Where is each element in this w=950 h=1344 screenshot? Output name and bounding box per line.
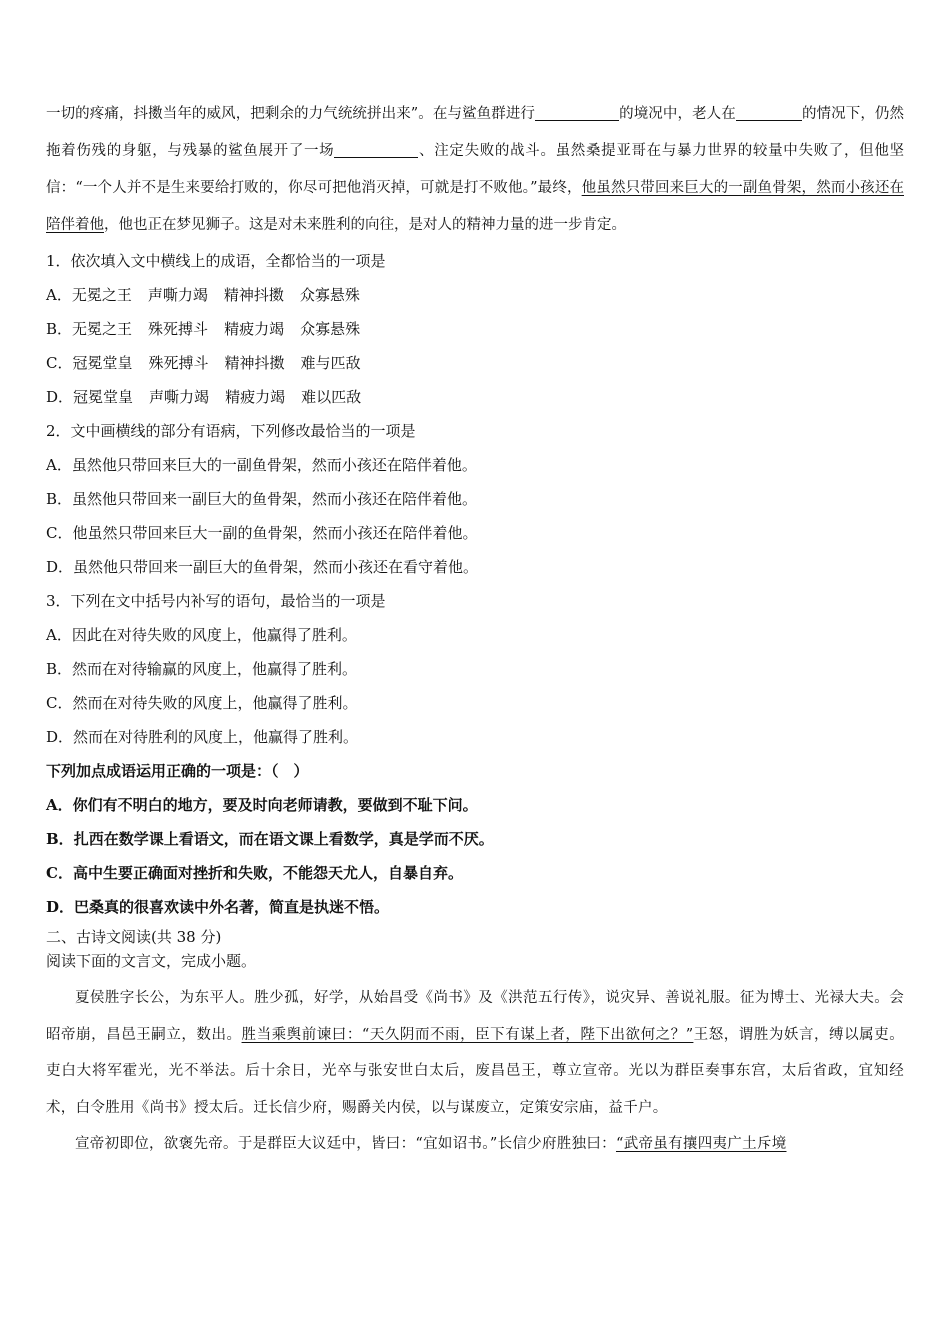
idiom: 殊死搏斗 [148,354,209,372]
underlined-sentence: 胜当乘舆前谏曰：“天久阴而不雨，臣下有谋上者，陛下出欲何之？” [241,1026,694,1043]
q3-option-a[interactable] [46,618,904,652]
q3-option-d[interactable] [46,720,904,754]
option-label: C． [46,354,73,372]
passage-text: 夏侯胜字长公，为东平人。胜少孤，好学，从始昌受《尚书》及《洪范五行传》，说灾异、善说礼服。征为博士、光禄大夫。会昭帝崩，昌邑王嗣立，数出。 [46,990,904,1043]
idiom: 无冕之王 [71,286,132,304]
idiom: 众寡悬殊 [299,286,360,304]
option-text: 因此在对待失败的风度上，他赢得了胜利。 [71,626,357,644]
classical-paragraph-1 [46,980,904,1126]
idiom: 殊死搏斗 [148,320,209,338]
q4-option-b[interactable] [46,822,904,856]
q1-stem: 1．依次填入文中横线上的成语，全都恰当的一项是 [46,252,386,270]
fill-blank-3[interactable] [334,141,418,158]
option-label: D． [46,898,75,916]
passage-text: 宣帝初即位，欲褒先帝。于是群臣大议廷中，皆曰：“宜如诏书。”长信少府胜独曰： [75,1136,616,1152]
option-label: A． [46,796,73,814]
option-label: B． [46,830,74,848]
option-text: 虽然他只带回来巨大的一副鱼骨架，然而小孩还在陪伴着他。 [71,456,477,474]
idiom: 精疲力竭 [225,388,286,406]
option-text: 巴桑真的很喜欢读中外名著，简直是执迷不悟。 [74,898,390,916]
q4-option-c[interactable] [46,856,904,890]
underlined-sentence: 他虽然只带回来巨大的一副鱼骨架，然而小孩还在陪伴着他 [46,180,904,233]
option-text: 虽然他只带回来一副巨大的鱼骨架，然而小孩还在陪伴着他。 [72,490,478,508]
intro-text-1: 一切的疼痛，抖擞当年的威风，把剩余的力气统统拼出来”。在与鲨鱼群进行 [46,106,536,122]
intro-text-3: 的情况下，仍然拖着伤残的身躯，与残暴的鲨鱼展开了一场 [46,106,905,159]
q1-option-b[interactable] [46,312,904,346]
q1-option-d[interactable] [46,380,904,414]
intro-text-4: 、注定失败的战斗。虽然桑提亚哥在与暴力世界的较量中失败了，但他坚信：“一个人并不是生来要给打败的，你尽可把他消灭掉，可就是打不败他。”最终， [46,143,905,196]
q2-option-d[interactable] [46,550,904,584]
option-label: B． [46,490,73,508]
q3-option-b[interactable] [46,652,904,686]
section-instruction: 阅读下面的文言文，完成小题。 [46,952,257,970]
idiom: 冠冕堂皇 [72,354,133,372]
fill-blank-1[interactable] [535,104,619,121]
idiom: 精神抖擞 [223,286,284,304]
passage-text: 王怒，谓胜为妖言，缚以属吏。吏白大将军霍光，光不举法。后十余日，光卒与张安世白太后，废昌邑王，尊立宣帝。光以为群臣奏事东宫，太后省政，宜知经术，白令胜用《尚书》授太后。迁长信少府，赐爵关内侯，以与谋废立，定策安宗庙，益千户。 [46,1026,905,1116]
q2-option-b[interactable] [46,482,904,516]
option-label: A． [46,626,72,644]
q2-option-c[interactable] [46,516,904,550]
option-text: 高中生要正确面对挫折和失败，不能怨天尤人，自暴自弃。 [72,864,463,882]
classical-paragraph-2 [46,1126,904,1163]
idiom: 冠冕堂皇 [73,388,134,406]
option-text: 你们有不明白的地方，要及时向老师请教，要做到不耻下问。 [72,796,478,814]
idiom: 精神抖擞 [224,354,285,372]
q1-option-a[interactable] [46,278,904,312]
idiom: 难以匹敌 [301,388,362,406]
q4-option-a[interactable] [46,788,904,822]
q2-option-a[interactable] [46,448,904,482]
idiom: 声嘶力竭 [147,286,208,304]
q4-option-d[interactable] [46,890,904,924]
underlined-sentence: “武帝虽有攘四夷广土斥境 [615,1136,787,1152]
option-label: D． [46,388,74,406]
option-text: 他虽然只带回来巨大一副的鱼骨架，然而小孩还在陪伴着他。 [72,524,478,542]
option-label: C． [46,694,73,712]
idiom: 精疲力竭 [224,320,285,338]
idiom: 众寡悬殊 [300,320,361,338]
intro-text-2: 的境况中，老人在 [619,106,736,122]
intro-text-5: ，他也正在梦见狮子。这是对未来胜利的向往，是对人的精神力量的进一步肯定。 [104,217,626,233]
q3-stem: 3．下列在文中括号内补写的语句，最恰当的一项是 [46,592,386,610]
option-label: C． [46,524,73,542]
option-text: 然而在对待输赢的风度上，他赢得了胜利。 [72,660,358,678]
idiom: 无冕之王 [72,320,133,338]
q4-stem: 下列加点成语运用正确的一项是：（ ） [46,762,309,780]
intro-paragraph [46,96,904,244]
option-label: D． [46,558,74,576]
fill-blank-2[interactable] [736,104,802,121]
option-text: 扎西在数学课上看语文，而在语文课上看数学，真是学而不厌。 [73,830,494,848]
option-label: B． [46,660,73,678]
section-title: 二、古诗文阅读(共 38 分) [46,928,222,946]
idiom: 声嘶力竭 [149,388,210,406]
q3-option-c[interactable] [46,686,904,720]
option-label: A． [46,456,72,474]
option-text: 虽然他只带回来一副巨大的鱼骨架，然而小孩还在看守着他。 [73,558,479,576]
q1-option-c[interactable] [46,346,904,380]
q2-stem: 2．文中画横线的部分有语病，下列修改最恰当的一项是 [46,422,416,440]
option-text: 然而在对待失败的风度上，他赢得了胜利。 [72,694,358,712]
page [46,96,904,1163]
option-label: D． [46,728,74,746]
option-label: A． [46,286,72,304]
option-text: 然而在对待胜利的风度上，他赢得了胜利。 [73,728,359,746]
option-label: B． [46,320,73,338]
idiom: 难与匹敌 [300,354,361,372]
option-label: C． [46,864,73,882]
